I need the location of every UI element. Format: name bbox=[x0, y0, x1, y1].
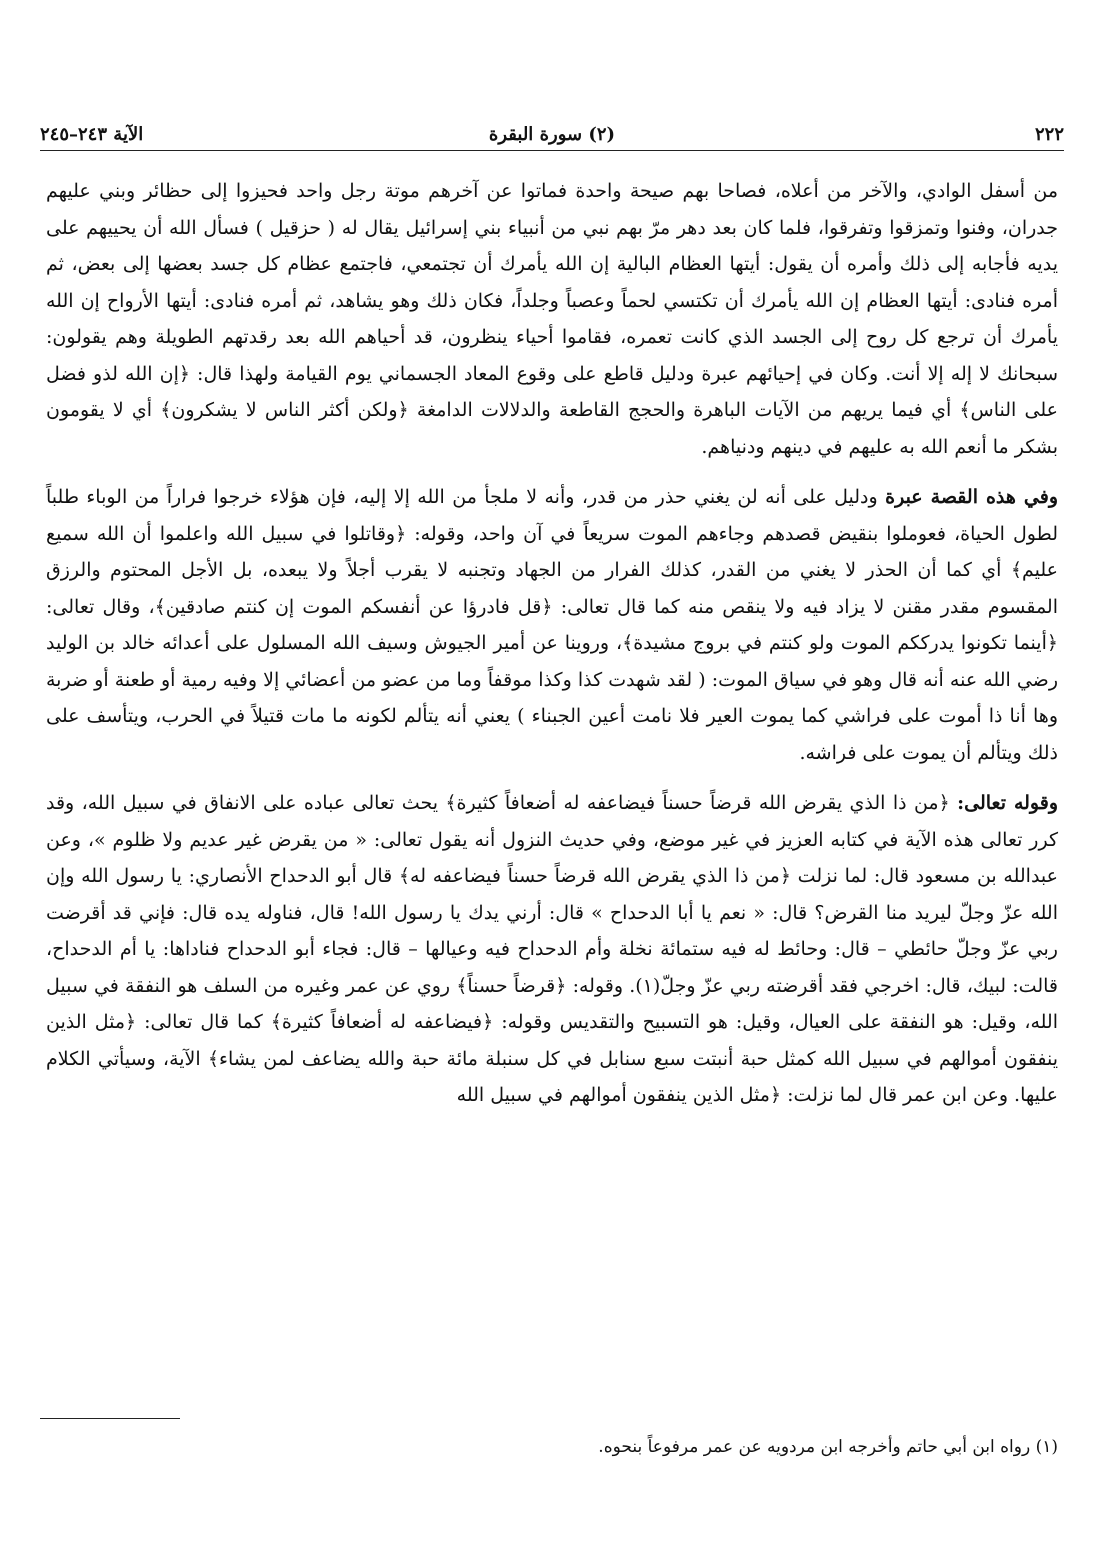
paragraph bbox=[40, 785, 1064, 1114]
paragraph bbox=[40, 173, 1064, 465]
paragraph bbox=[40, 479, 1064, 771]
footnote-area bbox=[40, 1418, 1064, 1457]
page-body bbox=[40, 173, 1064, 1114]
book-page bbox=[40, 118, 1064, 1498]
paragraph-text: ﴿من ذا الذي يقرض الله قرضاً حسناً فيضاعفه له أضعافاً كثيرة﴾ يحث تعالى عباده على الانفاق في سبيل الله، وقد كرر تعالى هذه الآية في كتابه العزيز في غير موضع، وفي حديث النزول أنه يقول تعالى: « من يقرض غير عديم ولا ظلوم »، وعن عبدالله بن مسعود قال: لما نزلت ﴿من ذا الذي يقرض الله قرضاً حسناً فيضاعفه له﴾ قال أبو الدحداح الأنصاري: يا رسول الله وإن الله عزّ وجلّ ليريد منا القرض؟ قال: « نعم يا أبا الدحداح » قال: أرني يدك يا رسول الله! قال، فناوله يده قال: فإني قد أقرضت ربي عزّ وجلّ حائطي – قال: وحائط له فيه ستمائة نخلة وأم الدحداح فيه وعيالها – قال: فجاء أبو الدحداح فناداها: يا أم الدحداح، قالت: لبيك، قال: اخرجي فقد أقرضته ربي عزّ وجلّ(١). وقوله: ﴿قرضاً حسناً﴾ روي عن عمر وغيره من السلف هو النفقة في سبيل الله، وقيل: هو النفقة على العيال، وقيل: هو التسبيح والتقديس وقوله: ﴿فيضاعفه له أضعافاً كثيرة﴾ كما قال تعالى: ﴿مثل الذين ينفقون أموالهم في سبيل الله كمثل حبة أنبتت سبع سنابل في كل سنبلة مائة حبة والله يضاعف لمن يشاء﴾ الآية، وسيأتي الكلام عليها. وعن ابن عمر قال لما نزلت: ﴿مثل الذين ينفقون أموالهم في سبيل الله bbox=[46, 792, 1058, 1106]
paragraph-text: ودليل على أنه لن يغني حذر من قدر، وأنه لا ملجأ من الله إلا إليه، فإن هؤلاء خرجوا فراراً من الوباء طلباً لطول الحياة، فعوملوا بنقيض قصدهم وجاءهم الموت سريعاً في آن واحد، وقوله: ﴿وقاتلوا في سبيل الله واعلموا أن الله سميع عليم﴾ أي كما أن الحذر لا يغني من القدر، كذلك الفرار من الجهاد وتجنبه لا يقرب أجلاً ولا يبعده، بل الأجل المحتوم والرزق المقسوم مقدر مقنن لا يزاد فيه ولا ينقص منه كما قال تعالى: ﴿قل فادرؤا عن أنفسكم الموت إن كنتم صادقين﴾، وقال تعالى: ﴿أينما تكونوا يدرككم الموت ولو كنتم في بروج مشيدة﴾، وروينا عن أمير الجيوش وسيف الله المسلول على أعدائه خالد بن الوليد رضي الله عنه أنه قال وهو في سياق الموت: ( لقد شهدت كذا وكذا موقفاً وما من عضو من أعضائي إلا وفيه رمية أو طعنة أو ضربة وها أنا ذا أموت على فراشي كما يموت العير فلا نامت أعين الجبناء ) يعني أنه يتألم لكونه ما مات قتيلاً في الحرب، ويتأسف على ذلك ويتألم أن يموت على فراشه. bbox=[46, 486, 1058, 764]
ayah-range: الآية ٢٤٣–٢٤٥ bbox=[40, 124, 144, 145]
running-header bbox=[40, 118, 1064, 151]
paragraph-lead: وفي هذه القصة عبرة bbox=[885, 486, 1058, 508]
paragraph-lead: وقوله تعالى: bbox=[957, 792, 1058, 814]
footnote: (١) رواه ابن أبي حاتم وأخرجه ابن مردويه عن عمر مرفوعاً بنحوه. bbox=[598, 1437, 1058, 1457]
paragraph-text: من أسفل الوادي، والآخر من أعلاه، فصاحا بهم صيحة واحدة فماتوا عن آخرهم موتة رجل واحد فحيزوا إلى حظائر وبني عليهم جدران، وفنوا وتمزقوا وتفرقوا، فلما كان بعد دهر مرّ بهم نبي من أنبياء بني إسرائيل يقال له ( حزقيل ) فسأل الله أن يحييهم على يديه فأجابه إلى ذلك وأمره أن يقول: أيتها العظام البالية إن الله يأمرك أن تجتمعي، فاجتمع عظام كل جسد بعضها إلى بعض، ثم أمره فنادى: أيتها العظام إن الله يأمرك أن تكتسي لحماً وعصباً وجلداً، فكان ذلك وهو يشاهد، ثم أمره فنادى: أيتها الأرواح إن الله يأمرك أن ترجع كل روح إلى الجسد الذي كانت تعمره، فقاموا أحياء ينظرون، قد أحياهم الله بعد رقدتهم الطويلة وهم يقولون: سبحانك لا إله إلا أنت. وكان في إحيائهم عبرة ودليل قاطع على وقوع المعاد الجسماني يوم القيامة ولهذا قال: ﴿إن الله لذو فضل على الناس﴾ أي فيما يريهم من الآيات الباهرة والحجج القاطعة والدلالات الدامغة ﴿ولكن أكثر الناس لا يشكرون﴾ أي لا يقومون بشكر ما أنعم الله به عليهم في دينهم ودنياهم. bbox=[46, 180, 1058, 458]
page-number: ٢٢٢ bbox=[1034, 124, 1064, 145]
sura-title: (٢) سورة البقرة bbox=[488, 124, 616, 145]
footnote-divider bbox=[40, 1418, 180, 1419]
